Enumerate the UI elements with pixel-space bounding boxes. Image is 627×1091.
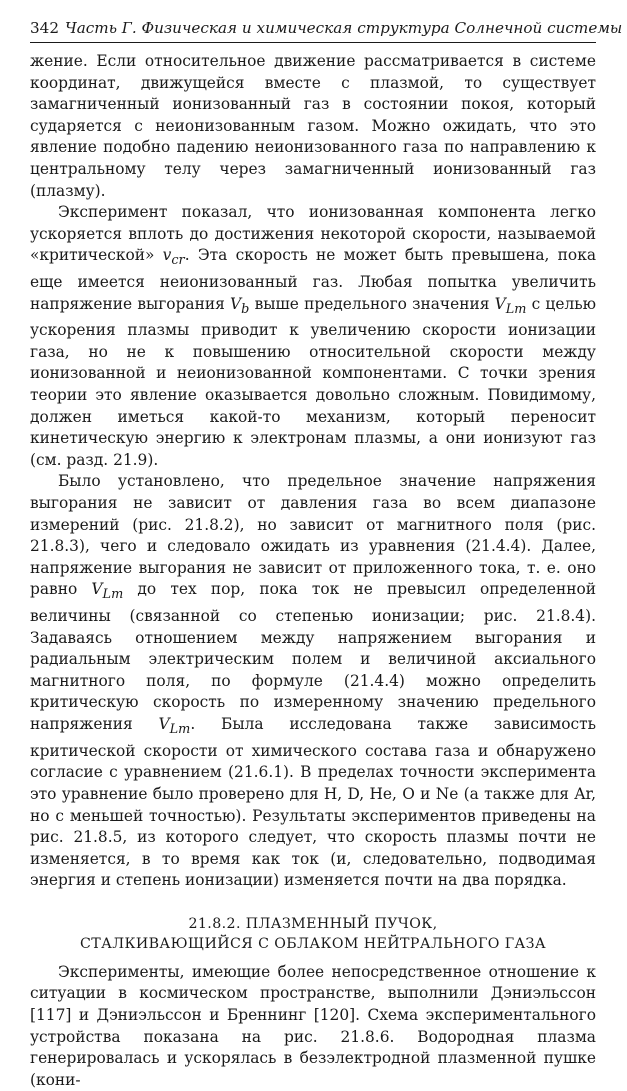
math-v-lm: $V_{Lm}$ [158,715,191,738]
page-number: 342 [30,19,59,37]
running-title: Часть Г. Физическая и химическая структура Солнечной системы [65,19,623,37]
body-text [30,51,596,1091]
math-v-lm: $V_{Lm}$ [91,580,124,603]
running-header [30,18,623,43]
paragraph-4: Эксперименты, имеющие более непосредственное отношение к ситуации в космическом пространстве, выполнили Дэниэльссон [117] и Дэниэльссон и Бреннинг [120]. Схема экспериментального устройства показана на рис. 21.8.6. Водородная плазма генерировалась и ускорялась в безэлектродной плазменной пушке (кони- [30,962,596,1089]
section-title [30,914,596,954]
book-page [30,18,623,1091]
section-title-line-1: 21.8.2. ПЛАЗМЕННЫЙ ПУЧОК, [188,915,438,932]
section-title-line-2: СТАЛКИВАЮЩИЙСЯ С ОБЛАКОМ НЕЙТРАЛЬНОГО ГАЗА [79,935,547,952]
paragraph-3: Было установлено, что предельное значение напряжения выгорания не зависит от давления газа во всем диапазоне измерений (рис. 21.8.2), но зависит от магнитного поля (рис. 21.8.3), чего и следовало ожидать из уравнения (21.4.4). Далее, напряжение выгорания не зависит от приложенного тока, т. е. оно равно $V_{Lm}$ до тех пор, пока ток не превысил определенной величины (связанной со степенью ионизации; рис. 21.8.4). Задаваясь отношением между напряжением выгорания и радиальным электрическим полем и величиной аксиального магнитного поля, по формуле (21.4.4) можно определить критическую скорость по измеренному значению предельного напряжения $V_{Lm}$. Была исследована также зависимость критической скорости от химического состава газа и обнаружено согласие с уравнением (21.6.1). В пределах точности эксперимента это уравнение было проверено для H, D, He, O и Ne (а также для Ar, но с меньшей точностью). Результаты экспериментов приведены на рис. 21.8.5, из которого следует, что скорость плазмы почти не изменяется, в то время как ток (и, следовательно, подводимая энергия и степень ионизации) изменяется почти на два порядка. [30,472,596,890]
math-v-b: $V_b$ [230,294,250,317]
paragraph-2: Эксперимент показал, что ионизованная компонента легко ускоряется вплоть до достижения некоторой скорости, называемой «критической» $v_{cr}$. Эта скорость не может быть превышена, пока еще имеется неионизованный газ. Любая попытка увеличить напряжение выгорания $V_b$ выше предельного значения $V_{Lm}$ с целью ускорения плазмы приводит к увеличению скорости ионизации газа, но не к повышению относительной скорости между ионизованной и неионизованной компонентами. С точки зрения теории это явление оказывается довольно сложным. Повидимому, должен иметься какой-то механизм, который переносит кинетическую энергию к электронам плазмы, а они ионизуют газ (см. разд. 21.9). [30,203,596,469]
math-v-lm: $V_{Lm}$ [494,294,527,317]
math-v-cr: $v_{cr}$ [162,246,185,269]
paragraph-1: жение. Если относительное движение рассматривается в системе координат, движущейся вместе с плазмой, то существует замагниченный ионизованный газ в состоянии покоя, который сударяется с неионизованным газом. Можно ожидать, что это явление подобно падению неионизованного газа по направлению к центральному телу через замагниченный ионизованный газ (плазму). [30,52,596,200]
